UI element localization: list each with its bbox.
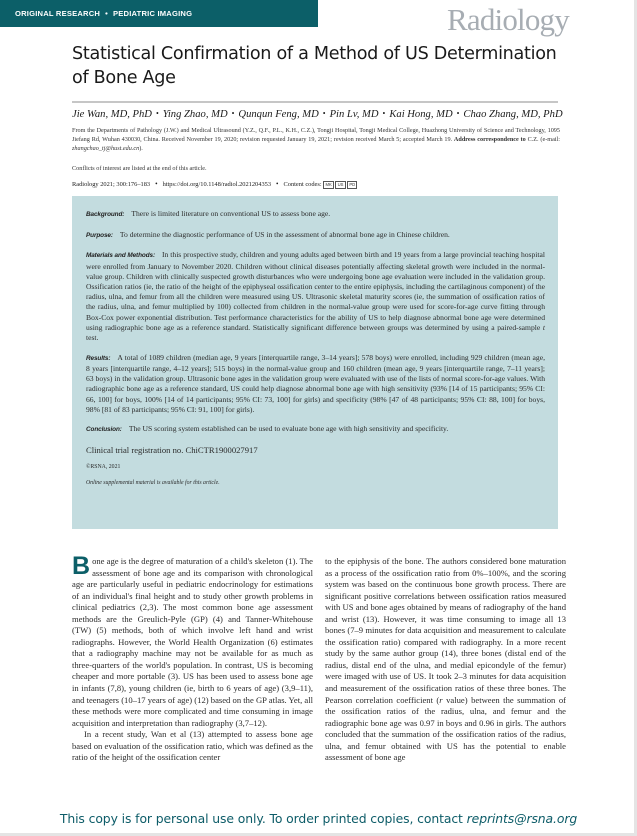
correspondence-text: C.Z. (e-mail: [525, 136, 560, 144]
abstract-box [72, 196, 558, 529]
content-code-badge: US [335, 181, 345, 189]
correspondence-label: Address correspondence to [453, 136, 526, 144]
reprint-notice [0, 811, 637, 826]
body-text: value) between the summation of the ossification ratios of the radius, ulna, and femur and the radiographic bone age was 0.97 in boys and 0.96 in girls. The authors concluded that the summation of the ossification ratios of the radius, ulna, and femur obtained with US has the potential to enable assessment of bone age [325, 694, 566, 763]
abstract-label: Materials and Methods: [86, 252, 155, 260]
body-paragraph [325, 556, 566, 764]
journal-logo: Radiology [447, 2, 569, 37]
body-paragraph [72, 552, 313, 729]
abstract-label: Results: [86, 354, 111, 362]
abstract-label: Background: [86, 211, 125, 218]
citation-line [72, 179, 552, 190]
content-code-badge: MK [323, 181, 334, 189]
copyright-notice: ©RSNA, 2021 [86, 464, 121, 471]
correspondence-end: ). [139, 145, 143, 153]
banner-separator: • [105, 9, 108, 18]
body-text: one age is the degree of maturation of a child's skeleton (1). The assessment of bone age and its comparison with chronological age are particularly useful in pediatric endocrinology for estimations of an individual's final height and to study other growth problems in clinical pediatrics (2,3). The most common bone age assessment methods are the Greulich-Pyle (GP) (4) and Tanner-Whitehouse (TW) (5) methods, both of which involve left hand and wrist radiographs. However, the World Health Organization (6) estimates that a radiography machine may not be available for as much as three-quarters of the world's population. In contrast, US is becoming cheaper and more portable (3). US has been used to assess bone age in infants (7,8), young children (ie, birth to 6 years of age) (3,9–11), and teenagers (10–17 years of age) (12) based on the GP atlas. Yet, all these methods were more complicated and time consuming in image acquisition and interpretation than radiography (3,7–12). [72, 556, 313, 728]
section-banner [0, 0, 318, 27]
body-text: r [439, 694, 443, 705]
author-separator: • [231, 109, 235, 118]
subsection-label: PEDIATRIC IMAGING [112, 9, 193, 18]
abstract-conclusion [86, 424, 545, 435]
abstract-text: A total of 1089 children (median age, 9 years [interquartile range, 3–14 years]; 578 boys) were enrolled, including 929 children (mean age, 8 years [interquartile range, 4–12 years]; 515 boys) in the normal-value group and 160 children (mean age, 9 years [interquartile range, 7–11 years]; 63 boys) in the validation group. Ultrasonic bone ages in the validation group were evaluated with use of the lists of normal score-for-age values. With radiographic bone age as a reference standard, US could help diagnose abnormal bone age with high sensitivity (93% [14 of 15 participants; 95% CI: 66, 100] for boys, 100% [14 of 14 participants; 95% CI: 73, 100] for girls) and specificity (98% [47 of 48 participants; 95% CI: 88, 100] for boys, 98% [81 of 83 participants; 95% CI: 91, 100] for girls). [86, 352, 545, 414]
body-column-right [325, 556, 566, 764]
author-separator: • [322, 109, 326, 118]
author: Jie Wan, MD, PhD [72, 109, 152, 120]
author: Ying Zhao, MD [162, 109, 228, 120]
affiliation-block [72, 126, 560, 154]
conflicts-note: Conflicts of interest are listed at the end of this article. [72, 165, 207, 172]
affiliation-text: From the Departments of Pathology (J.W.) and Medical Ultrasound (Y.Z., Q.F., P.L., K.H., C.Z.), Tongji Hospital, Tongji Medical College, Huazhong University of Science and Technology, 1095 Jiefang Rd, Wuhan 430030, China. Received November 19, 2020; revision requested January 19, 2021; revision received March 5; accepted March 19. [72, 127, 560, 144]
author: Kai Hong, MD [389, 109, 453, 120]
author: Chao Zhang, MD, PhD [463, 109, 563, 120]
abstract-label: Purpose: [86, 231, 113, 239]
author: Qunqun Feng, MD [238, 109, 319, 120]
author-separator: • [382, 109, 386, 118]
trial-registration: Clinical trial registration no. ChiCTR1900027917 [86, 445, 258, 456]
abstract-results [86, 353, 545, 415]
abstract-background [86, 209, 545, 220]
abstract-label: Conclusion: [86, 426, 122, 434]
journal-reference: Radiology 2021; 300:176–183 [72, 181, 151, 188]
content-codes-label: Content codes: [283, 181, 322, 188]
author-separator: • [456, 109, 460, 118]
author-separator: • [155, 109, 159, 118]
author: Pin Lv, MD [329, 109, 379, 120]
abstract-text: To determine the diagnostic performance of US in the assessment of abnormal bone age in Chinese children. [119, 229, 450, 239]
abstract-text: The US scoring system established can be used to evaluate bone age with high sensitivity and specificity. [128, 424, 449, 434]
abstract-text: In this prospective study, children and young adults aged between birth and 19 years from a large provincial teaching hospital were enrolled from January to November 2020. Children without clinical diseases potentially affecting skeletal growth were included in the normal-value group. Children with clinically suspected growth disturbances who were undergoing bone age evaluation were included in the validation group. Ossification ratios (ie, the ratio of the height of the epiphyseal ossification center to the entire epiphysis, including the cartilaginous component) of the radius, ulna, and femur from all the children were measured using US. Ultrasonic skeletal maturity scores (ie, the summation of ossification ratios of the radius, ulna, and femur multiplied by 100) collected from children in the normal-value group were used for score-for-age curve fitting through Box-Cox power exponential distribution. Test performance characteristics for the ability of US to help diagnose abnormal bone age were determined using radiographic bone age as a reference standard. Statistically significant difference between groups was determined by using a paired-sample [86, 250, 545, 332]
doi-link[interactable]: https://doi.org/10.1148/radiol.2021204353 [162, 181, 272, 188]
abstract-text: There is limited literature on conventional US to assess bone age. [131, 209, 331, 218]
body-column-left [72, 552, 313, 764]
drop-cap: B [72, 552, 91, 580]
body-paragraph: In a recent study, Wan et al (13) attempted to assess bone age based on evaluation of the ossification ratio, which was defined as the ratio of the height of the ossification center [72, 729, 313, 763]
correspondence-email[interactable]: zhangchao_tj@hust.edu.cn [72, 145, 140, 153]
citation-separator: • [155, 180, 158, 188]
section-label: ORIGINAL RESEARCH [15, 9, 101, 18]
title-divider [72, 101, 558, 103]
article-title: Statistical Confirmation of a Method of US Determination of Bone Age [72, 44, 557, 88]
abstract-purpose [86, 230, 545, 241]
abstract-methods [86, 250, 545, 343]
supplemental-note: Online supplemental material is available for this article. [86, 480, 220, 487]
reprint-notice-text: This copy is for personal use only. To order printed copies, contact [59, 811, 467, 826]
reprints-email-link[interactable]: reprints@rsna.org [466, 811, 578, 826]
body-text: to the epiphysis of the bone. The authors considered bone maturation as a process of the ossification ratio from 0%–100%, and the scoring system was based on the continuous bone growth process. There are significant positive correlations between ossification ratios measured with US and bone ages obtained by means of radiography of the hand and wrist (13). However, it was time consuming to image all 13 bones (7–9 minutes for data acquisition and measurement to calculate the ossification ratio) compared with radiography. In a more recent study by the same author group (14), three bones (distal end of the radius, distal end of the ulna, and medial epicondyle of the femur) were imaged with use of US. It took 2–3 minutes for data acquisition and measurement of the ossification ratios of these three bones. The Pearson correlation coefficient ( [325, 556, 566, 705]
abstract-text: test. [86, 333, 99, 343]
citation-separator: • [276, 180, 279, 188]
abstract-text: t [542, 322, 545, 332]
content-code-badge: PD [347, 181, 357, 189]
author-list [72, 108, 572, 122]
